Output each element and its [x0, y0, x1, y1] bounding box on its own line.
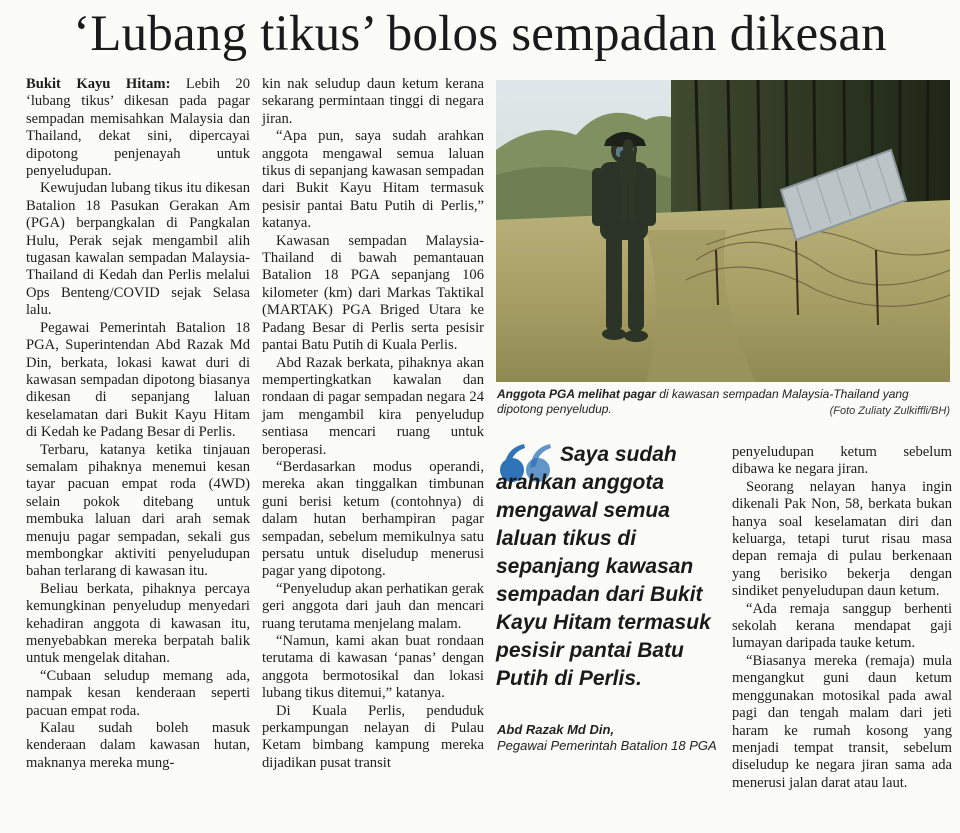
quote-attribution [497, 722, 717, 754]
paragraph [26, 76, 250, 180]
paragraph: Abd Razak berkata, pihaknya akan mempertingkatkan kawalan dan rondaan di pagar sempadan negara 24 jam mengambil kira penyeludup sentiasa mencari ruang untuk beroperasi. [262, 354, 484, 458]
paragraph: “Berdasarkan modus operandi, mereka akan tinggalkan timbunan guni berisi ketum (contohnya) di dalam hutan berhampiran pagar sempadan, sebelum memikulnya satu persatu untuk diseludup menerusi pagar yang dipotong. [262, 458, 484, 580]
paragraph: “Penyeludup akan perhatikan gerak geri anggota dari jauh dan mencari ruang terutama menjelang malam. [262, 580, 484, 632]
attribution-name: Abd Razak Md Din, [497, 722, 615, 737]
paragraph: Pegawai Pemerintah Batalion 18 PGA, Superintendan Abd Razak Md Din, berkata, lokasi kawat duri di kawasan sempadan dipotong biasanya dikesan di sepanjang laluan keselamatan dari Bukit Kayu Hitam di Kedah ke Padang Besar di Perlis. [26, 319, 250, 441]
paragraph: Kalau sudah boleh masuk kenderaan dalam kawasan hutan, maknanya mereka mung- [26, 720, 250, 771]
article-column-1 [26, 76, 250, 772]
paragraph: Kawasan sempadan Malaysia-Thailand di bawah pemantauan Batalion 18 PGA sepanjang 106 kilometer (km) dari Markas Taktikal (MARTAK) PGA Briged Utara ke Padang Besar di Perlis serta pesisir pantai Batu Putih di Kuala Perlis. [262, 232, 484, 354]
paragraph: penyeludupan ketum sebelum dibawa ke negara jiran. [732, 444, 952, 478]
caption-lead: Anggota PGA melihat pagar [497, 387, 656, 401]
attribution-title: Pegawai Pemerintah Batalion 18 PGA [497, 738, 717, 753]
paragraph: Kewujudan lubang tikus itu dikesan Batalion 18 Pasukan Gerakan Am (PGA) berpangkalan di Pangkalan Hulu, Perak sejak mengambil alih tugasan kawalan sempadan Malaysia-Thailand di Kedah dan Perlis melalui Ops Benteng/COVID sejak Selasa lalu. [26, 180, 250, 319]
paragraph: “Cubaan seludup memang ada, nampak kesan kenderaan seperti pacuan empat roda. [26, 667, 250, 719]
paragraph: “Ada remaja sanggup berhenti sekolah kerana mendapat gaji lumayan daripada tauke ketum. [732, 600, 952, 652]
pull-quote-text: Saya sudah arahkan anggota mengawal semua laluan tikus di sepanjang kawasan sempadan dari Bukit Kayu Hitam termasuk pesisir pantai Batu Putih di Perlis. [496, 443, 711, 690]
dateline: Bukit Kayu Hitam: [26, 76, 171, 92]
paragraph: “Biasanya mereka (remaja) mula mengangkut guni daun ketum menggunakan motosikal pada awal pagi dan tengah malam dari jeti haram ke rumah kosong yang menjadi tempat transit, sebelum diseludup ke negara jiran sama ada menerusi jalan darat atau laut. [732, 652, 952, 791]
article-column-3 [732, 444, 952, 792]
headline: ‘Lubang tikus’ bolos sempadan dikesan [73, 6, 887, 62]
paragraph: “Apa pun, saya sudah arahkan anggota mengawal semua laluan tikus di sepanjang kawasan sempadan dari Bukit Kayu Hitam termasuk pesisir pantai Batu Putih di Perlis,” katanya. [262, 128, 484, 232]
paragraph: kin nak seludup daun ketum kerana sekarang permintaan tinggi di negara jiran. [262, 76, 484, 127]
paragraph-text: Lebih 20 ‘lubang tikus’ dikesan pada pagar sempadan memisahkan Malaysia dan Thailand, dekat sini, dipercayai dipotong penjenayah untuk penyeludupan. [26, 76, 250, 180]
paragraph: Beliau berkata, pihaknya percaya kemungkinan penyeludup menyedari kehadiran anggota di kawasan itu, menyebabkan mereka berpatah balik untuk mengelak ditahan. [26, 580, 250, 667]
photo-credit: (Foto Zuliaty Zulkiffli/BH) [829, 405, 950, 417]
paragraph: “Namun, kami akan buat rondaan terutama di kawasan ‘panas’ dengan anggota bermotosikal dan lokasi lubang tikus ditemui,” katanya. [262, 633, 484, 702]
news-photo [496, 80, 950, 382]
paragraph: Seorang nelayan hanya ingin dikenali Pak Non, 58, berkata bukan hanya soal keselamatan diri dan keluarga, tetapi turut risau masa depan remaja di pulau berkenaan yang berisiko bekerja dengan sindiket penyeludupan daun ketum. [732, 478, 952, 600]
photo-illustration [496, 80, 950, 382]
article-column-2 [262, 76, 484, 772]
paragraph: Terbaru, katanya ketika tinjauan semalam pihaknya menemui kesan tayar pacuan empat roda (4WD) selain pokok ditebang untuk membuka laluan dari arah semak menuju pagar sempadan, sekali gus membongkar aktiviti penyeludupan bahan terlarang di kawasan itu. [26, 441, 250, 580]
paragraph: Di Kuala Perlis, penduduk perkampungan nelayan di Pulau Ketam bimbang kampung mereka dijadikan pusat transit [262, 702, 484, 771]
pull-quote [496, 441, 726, 693]
caption-text: di kawasan sempadan Malaysia-Thailand yang dipotong penyeludup. [497, 387, 909, 416]
